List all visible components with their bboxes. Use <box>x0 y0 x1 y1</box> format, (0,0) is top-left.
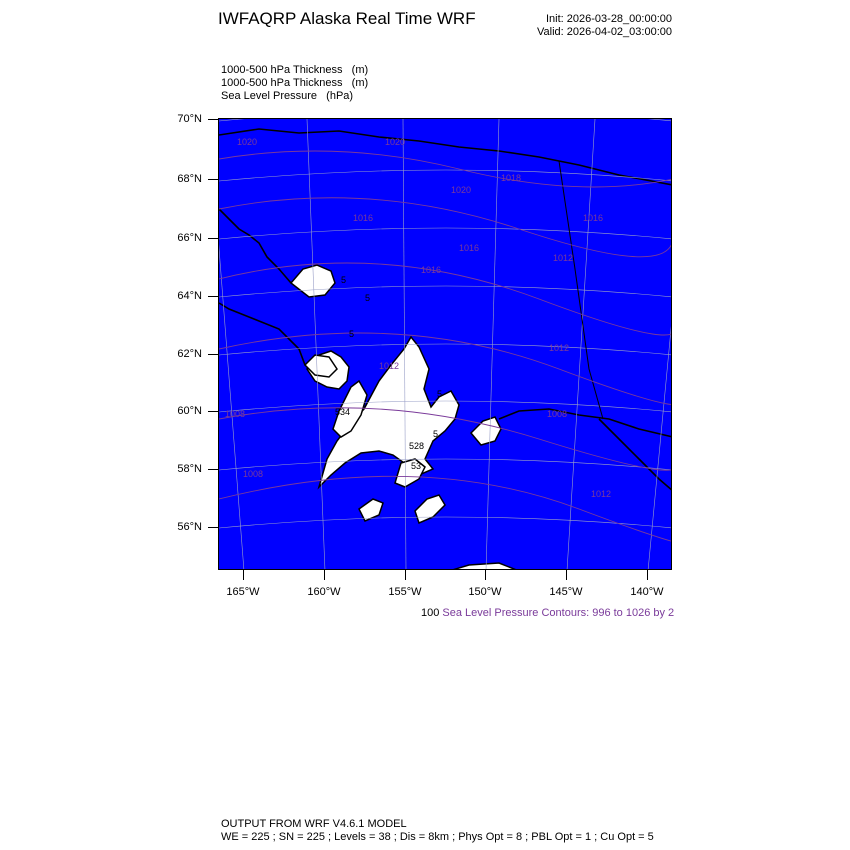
contour-label: 1016 <box>421 265 442 275</box>
contour-label: 1020 <box>385 137 406 147</box>
lat-tick <box>208 411 218 412</box>
lat-tick <box>208 296 218 297</box>
lat-label-60: 60°N <box>177 405 202 417</box>
contour-label: 1012 <box>379 361 400 371</box>
lon-tick <box>566 570 567 580</box>
contour-label: 1016 <box>459 243 480 253</box>
lat-label-64: 64°N <box>177 290 202 302</box>
contour-label: 1016 <box>353 213 374 223</box>
legend-thickness-2: 1000-500 hPa Thickness (m) <box>221 77 369 89</box>
lat-tick <box>208 238 218 239</box>
lat-label-70: 70°N <box>177 113 202 125</box>
contour-label: 1008 <box>547 409 568 419</box>
contour-label: 1018 <box>501 173 522 183</box>
model-params: WE = 225 ; SN = 225 ; Levels = 38 ; Dis = 8km ; Phys Opt = 8 ; PBL Opt = 1 ; Cu Opt = 5 <box>221 831 654 843</box>
lat-tick <box>208 119 218 120</box>
contour-label: 5 <box>433 429 439 439</box>
map-title: IWFAQRP Alaska Real Time WRF <box>218 9 476 28</box>
contour-label: 534 <box>335 407 351 417</box>
lon-label-165: 165°W <box>226 586 260 598</box>
lon-label-160: 160°W <box>307 586 341 598</box>
lon-label-150: 150°W <box>468 586 502 598</box>
lat-label-58: 58°N <box>177 463 202 475</box>
lon-label-145: 145°W <box>549 586 583 598</box>
contour-label: 528 <box>409 441 425 451</box>
contour-label: 1020 <box>451 185 472 195</box>
lon-tick <box>243 570 244 580</box>
legend-slp: Sea Level Pressure (hPa) <box>221 90 354 102</box>
contour-info-text: Sea Level Pressure Contours: 996 to 1026 by 2 <box>442 607 675 619</box>
contour-label: 5 <box>365 293 371 303</box>
contour-label: 5 <box>349 329 355 339</box>
lat-label-66: 66°N <box>177 232 202 244</box>
contour-label: 1008 <box>225 409 246 419</box>
contour-info-prefix: 100 <box>421 607 440 619</box>
init-time: Init: 2026-03-28_00:00:00 <box>546 13 672 25</box>
lon-tick <box>647 570 648 580</box>
contour-label: 1012 <box>553 253 574 263</box>
lon-label-155: 155°W <box>388 586 422 598</box>
map-canvas <box>219 119 672 570</box>
contour-label: 1012 <box>591 489 612 499</box>
contour-label: 1016 <box>583 213 604 223</box>
lon-tick <box>324 570 325 580</box>
lon-tick <box>405 570 406 580</box>
lat-label-62: 62°N <box>177 348 202 360</box>
lon-label-140: 140°W <box>630 586 664 598</box>
lat-tick <box>208 354 218 355</box>
contour-label: 1008 <box>243 469 264 479</box>
lat-tick <box>208 527 218 528</box>
lat-label-56: 56°N <box>177 521 202 533</box>
contour-info <box>421 607 674 619</box>
lon-tick <box>485 570 486 580</box>
lat-label-68: 68°N <box>177 173 202 185</box>
model-footer <box>221 818 654 844</box>
lat-tick <box>208 179 218 180</box>
field-legend <box>221 64 368 103</box>
contour-label: 5 <box>341 275 347 285</box>
contour-label: 1020 <box>237 137 258 147</box>
contour-label: 53 <box>411 461 422 471</box>
contour-label: 5 <box>437 389 443 399</box>
lat-tick <box>208 469 218 470</box>
valid-time: Valid: 2026-04-02_03:00:00 <box>537 26 672 38</box>
legend-thickness-1: 1000-500 hPa Thickness (m) <box>221 64 369 76</box>
contour-label: 1012 <box>549 343 570 353</box>
model-version: OUTPUT FROM WRF V4.6.1 MODEL <box>221 818 407 830</box>
map-panel[interactable] <box>218 118 672 570</box>
run-times <box>537 13 672 39</box>
